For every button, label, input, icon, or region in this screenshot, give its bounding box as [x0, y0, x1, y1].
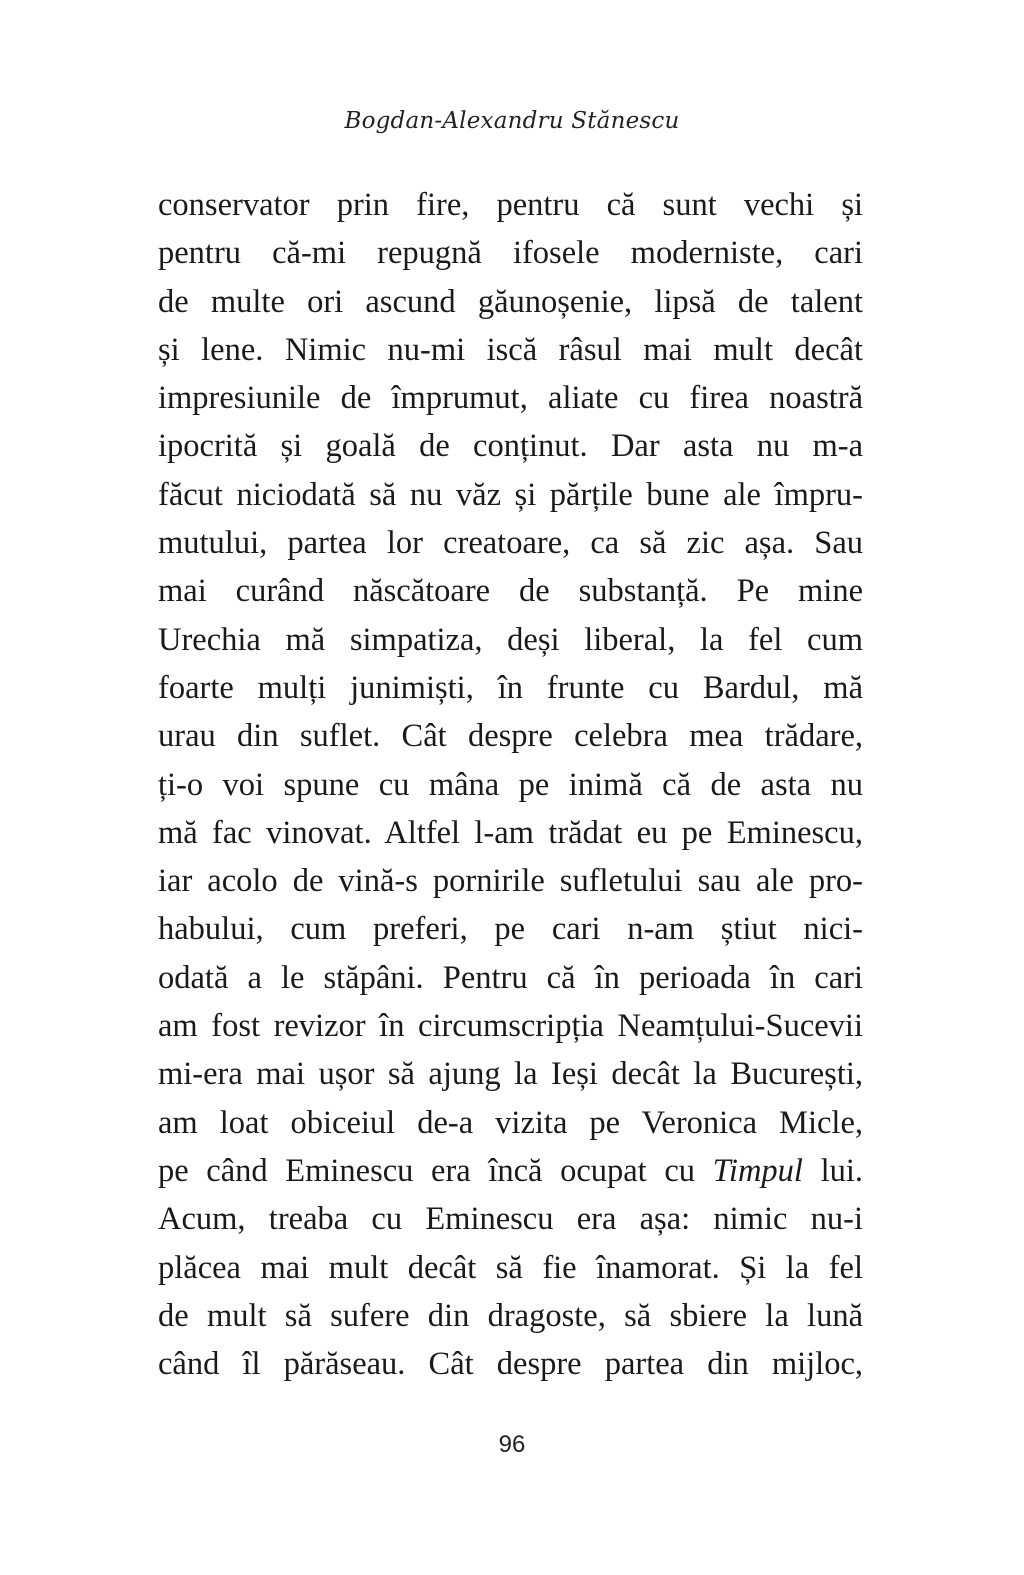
text-line: am loat obiceiul de-a vizita pe Veronica Micle, [158, 1104, 863, 1141]
text-line: când îl părăseau. Cât despre partea din mijloc, [158, 1346, 863, 1383]
text-segment: pe când Eminescu era încă ocupat cu [158, 1152, 713, 1189]
text-segment: lui. [802, 1152, 864, 1189]
text-line: Acum, treaba cu Eminescu era așa: nimic nu-i [158, 1201, 863, 1238]
text-line: de mult să sufere din dragoste, să sbiere la lună [158, 1297, 863, 1334]
text-line-with-italic [158, 1147, 863, 1195]
text-line: ipocrită și goală de conținut. Dar asta nu m-a [158, 428, 863, 465]
running-head-author: Bogdan-Alexandru Stănescu [344, 108, 680, 134]
text-line: mă fac vinovat. Altfel l-am trădat eu pe Eminescu, [158, 814, 863, 851]
text-line: habului, cum preferi, pe cari n-am știut nici- [158, 911, 863, 948]
body-text [158, 181, 863, 1388]
text-line: ți-o voi spune cu mâna pe inimă că de asta nu [158, 766, 863, 803]
text-line: mutului, partea lor creatoare, ca să zic așa. Sau [158, 525, 863, 562]
text-line: conservator prin fire, pentru că sunt vechi și [158, 187, 863, 223]
text-line: mi-era mai ușor să ajung la Ieși decât la București, [158, 1056, 863, 1093]
text-line: foarte mulți junimiști, în frunte cu Bardul, mă [158, 669, 863, 706]
text-line: Urechia mă simpatiza, deși liberal, la fel cum [158, 621, 863, 658]
text-line: plăcea mai mult decât să fie înamorat. Și la fel [158, 1249, 863, 1286]
text-line: iar acolo de vină-s pornirile sufletului sau ale pro- [158, 863, 863, 900]
text-line: urau din suflet. Cât despre celebra mea trădare, [158, 718, 863, 755]
text-line: făcut niciodată să nu văz și părțile bune ale împru- [158, 476, 863, 513]
page-number: 96 [498, 1431, 526, 1458]
text-line: pentru că-mi repugnă ifosele moderniste, cari [158, 235, 863, 272]
text-line: odată a le stăpâni. Pentru că în perioada în cari [158, 959, 863, 996]
text-line: mai curând născătoare de substanță. Pe mine [158, 573, 863, 610]
text-line: am fost revizor în circumscripția Neamțului-Sucevii [158, 1008, 863, 1045]
italic-title-timpul: Timpul [712, 1152, 803, 1189]
text-line: și lene. Nimic nu-mi iscă râsul mai mult decât [158, 331, 863, 368]
text-line: impresiunile de împrumut, aliate cu firea noastră [158, 380, 863, 417]
text-line: de multe ori ascund găunoșenie, lipsă de talent [158, 283, 863, 320]
